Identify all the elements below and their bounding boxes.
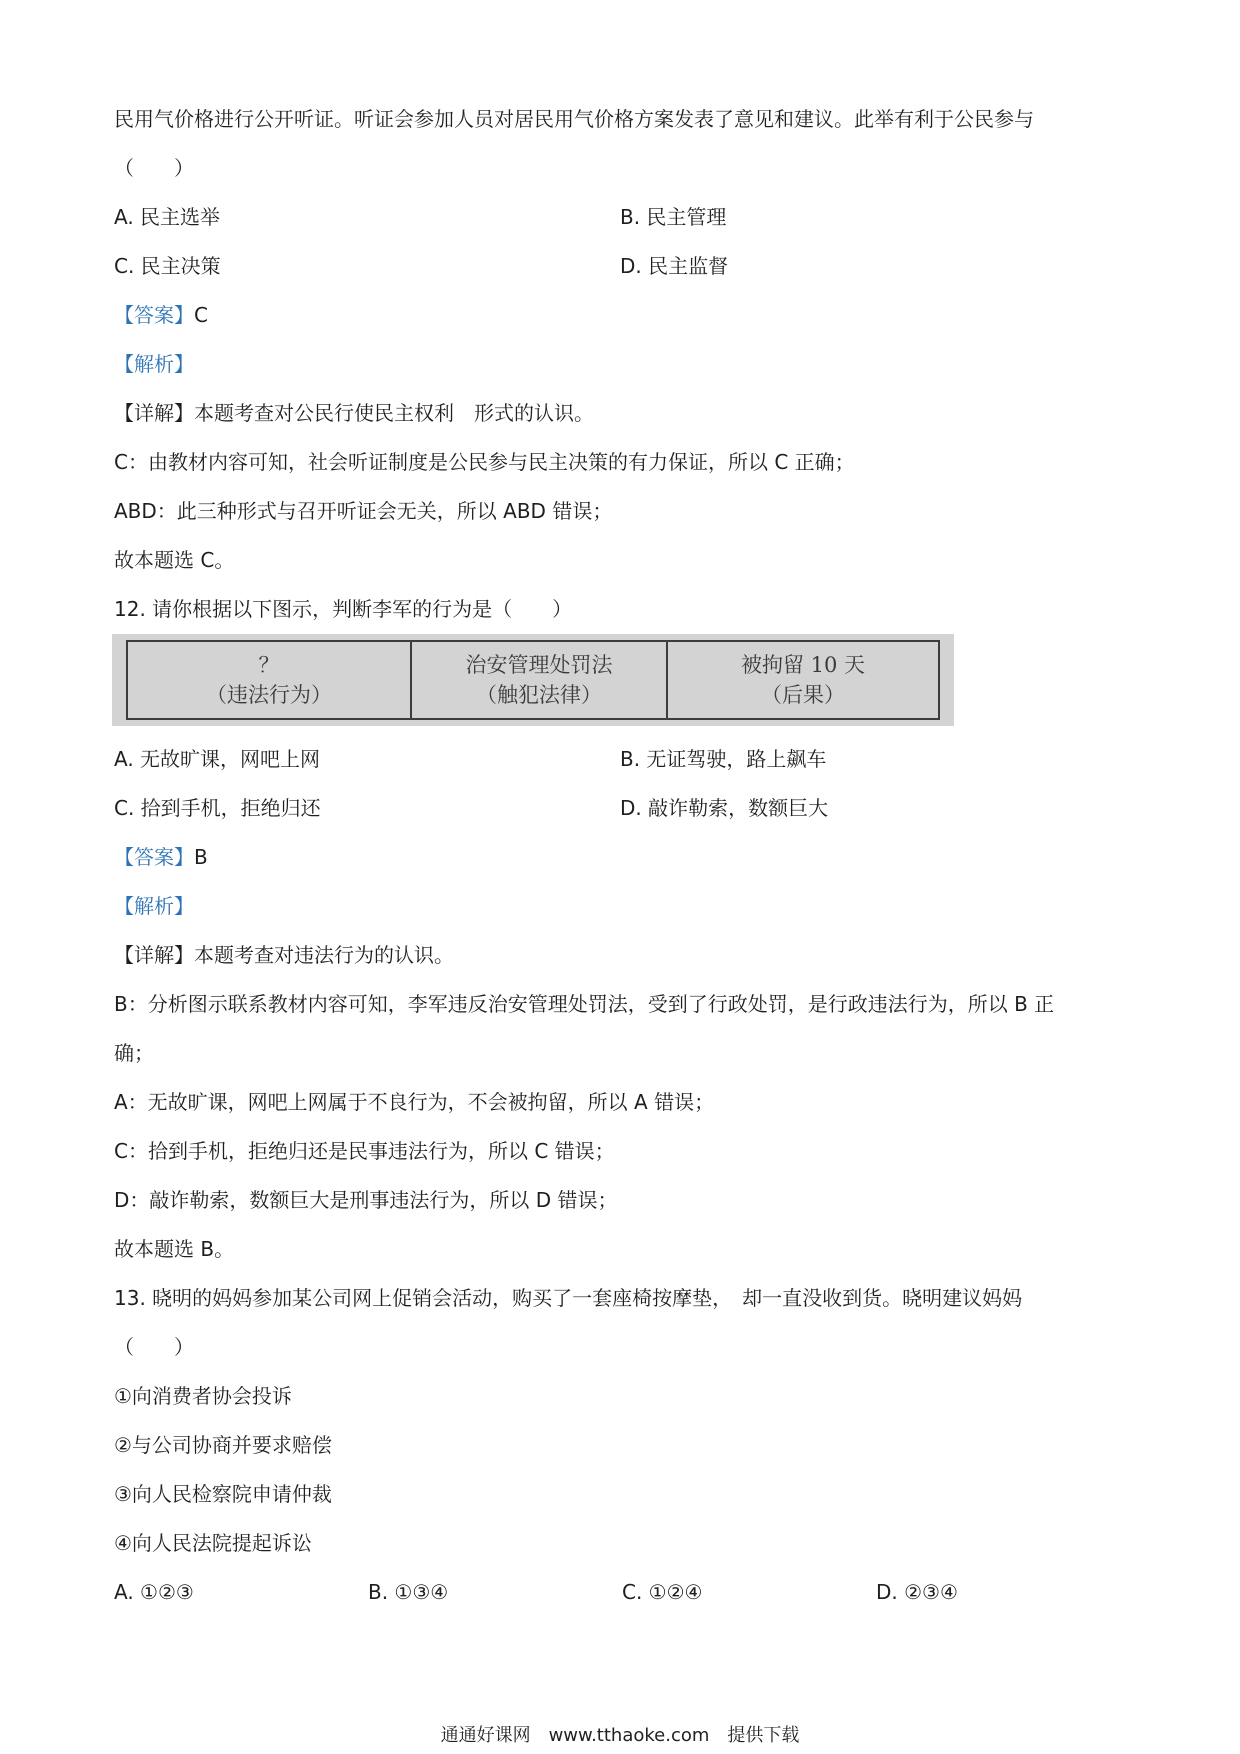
q13-item: ②与公司协商并要求赔偿 bbox=[114, 1433, 332, 1457]
analysis-tag: 【解析】 bbox=[114, 894, 194, 918]
q12-analysis-line: C：拾到手机，拒绝归还是民事违法行为，所以 C 错误； bbox=[114, 1139, 615, 1163]
q12-table bbox=[126, 640, 940, 720]
q11-blank: （ ） bbox=[114, 156, 194, 180]
q13-option-c: C. ①②④ bbox=[622, 1580, 703, 1604]
cell-top-text: ？ bbox=[258, 653, 280, 677]
detail-text: 本题考查对违法行为的认识。 bbox=[194, 943, 454, 967]
q12-option-a: A. 无故旷课，网吧上网 bbox=[114, 747, 321, 771]
q12-analysis-line: 确； bbox=[114, 1041, 154, 1065]
q12-answer bbox=[114, 843, 208, 871]
q13-blank: （ ） bbox=[114, 1335, 194, 1359]
q12-figure bbox=[112, 634, 954, 726]
q11-option-d: D. 民主监督 bbox=[620, 254, 729, 278]
q11-option-c: C. 民主决策 bbox=[114, 254, 221, 278]
q13-stem: 13. 晓明的妈妈参加某公司网上促销会活动，购买了一套座椅按摩垫， 却一直没收到货。晓明建议妈妈 bbox=[114, 1286, 1023, 1310]
q12-analysis-line: A：无故旷课，网吧上网属于不良行为，不会被拘留，所以 A 错误； bbox=[114, 1090, 715, 1114]
q13-option-b: B. ①③④ bbox=[368, 1580, 449, 1604]
cell-bottom-text: （触犯法律） bbox=[476, 683, 602, 707]
q13-item: ③向人民检察院申请仲裁 bbox=[114, 1482, 332, 1506]
q13-option-a: A. ①②③ bbox=[114, 1580, 194, 1604]
q12-cell-behavior bbox=[127, 641, 411, 719]
q11-stem-tail: 民用气价格进行公开听证。听证会参加人员对居民用气价格方案发表了意见和建议。此举有利于公民参与 bbox=[114, 107, 1034, 131]
q11-analysis-line: C：由教材内容可知，社会听证制度是公民参与民主决策的有力保证，所以 C 正确； bbox=[114, 450, 855, 474]
cell-top-text: 被拘留 10 天 bbox=[740, 653, 866, 677]
q11-option-a: A. 民主选举 bbox=[114, 205, 221, 229]
q11-option-b: B. 民主管理 bbox=[620, 205, 727, 229]
q11-detail bbox=[114, 399, 594, 427]
q11-answer bbox=[114, 301, 208, 329]
answer-tag: 【答案】 bbox=[114, 303, 194, 327]
detail-text: 本题考查对公民行使民主权利 形式的认识。 bbox=[194, 401, 594, 425]
analysis-tag: 【解析】 bbox=[114, 352, 194, 376]
q12-cell-consequence bbox=[667, 641, 939, 719]
q11-analysis-line: ABD：此三种形式与召开听证会无关，所以 ABD 错误； bbox=[114, 499, 613, 523]
q12-option-c: C. 拾到手机，拒绝归还 bbox=[114, 796, 321, 820]
q13-item: ①向消费者协会投诉 bbox=[114, 1384, 292, 1408]
q12-option-d: D. 敲诈勒索，数额巨大 bbox=[620, 796, 829, 820]
q12-analysis-line: B：分析图示联系教材内容可知，李军违反治安管理处罚法，受到了行政处罚，是行政违法行为，所以 B 正 bbox=[114, 992, 1055, 1016]
q12-analysis-line: D：敲诈勒索，数额巨大是刑事违法行为，所以 D 错误； bbox=[114, 1188, 618, 1212]
cell-bottom-text: （后果） bbox=[761, 683, 845, 707]
cell-top-text: 治安管理处罚法 bbox=[465, 653, 613, 677]
q11-analysis-line: 故本题选 C。 bbox=[114, 548, 235, 572]
detail-tag: 【详解】 bbox=[114, 401, 194, 425]
q11-analysis bbox=[114, 350, 194, 378]
q12-detail bbox=[114, 941, 454, 969]
answer-tag: 【答案】 bbox=[114, 845, 194, 869]
q13-option-d: D. ②③④ bbox=[876, 1580, 958, 1604]
q12-analysis-line: 故本题选 B。 bbox=[114, 1237, 235, 1261]
answer-value: B bbox=[194, 845, 208, 869]
q12-option-b: B. 无证驾驶，路上飙车 bbox=[620, 747, 827, 771]
q12-cell-law bbox=[411, 641, 667, 719]
detail-tag: 【详解】 bbox=[114, 943, 194, 967]
cell-bottom-text: （违法行为） bbox=[206, 683, 332, 707]
answer-value: C bbox=[194, 303, 208, 327]
q12-stem: 12. 请你根据以下图示，判断李军的行为是（ ） bbox=[114, 597, 573, 621]
q13-item: ④向人民法院提起诉讼 bbox=[114, 1531, 312, 1555]
q12-analysis bbox=[114, 892, 194, 920]
page-footer: 通通好课网 www.tthaoke.com 提供下载 bbox=[440, 1725, 800, 1746]
